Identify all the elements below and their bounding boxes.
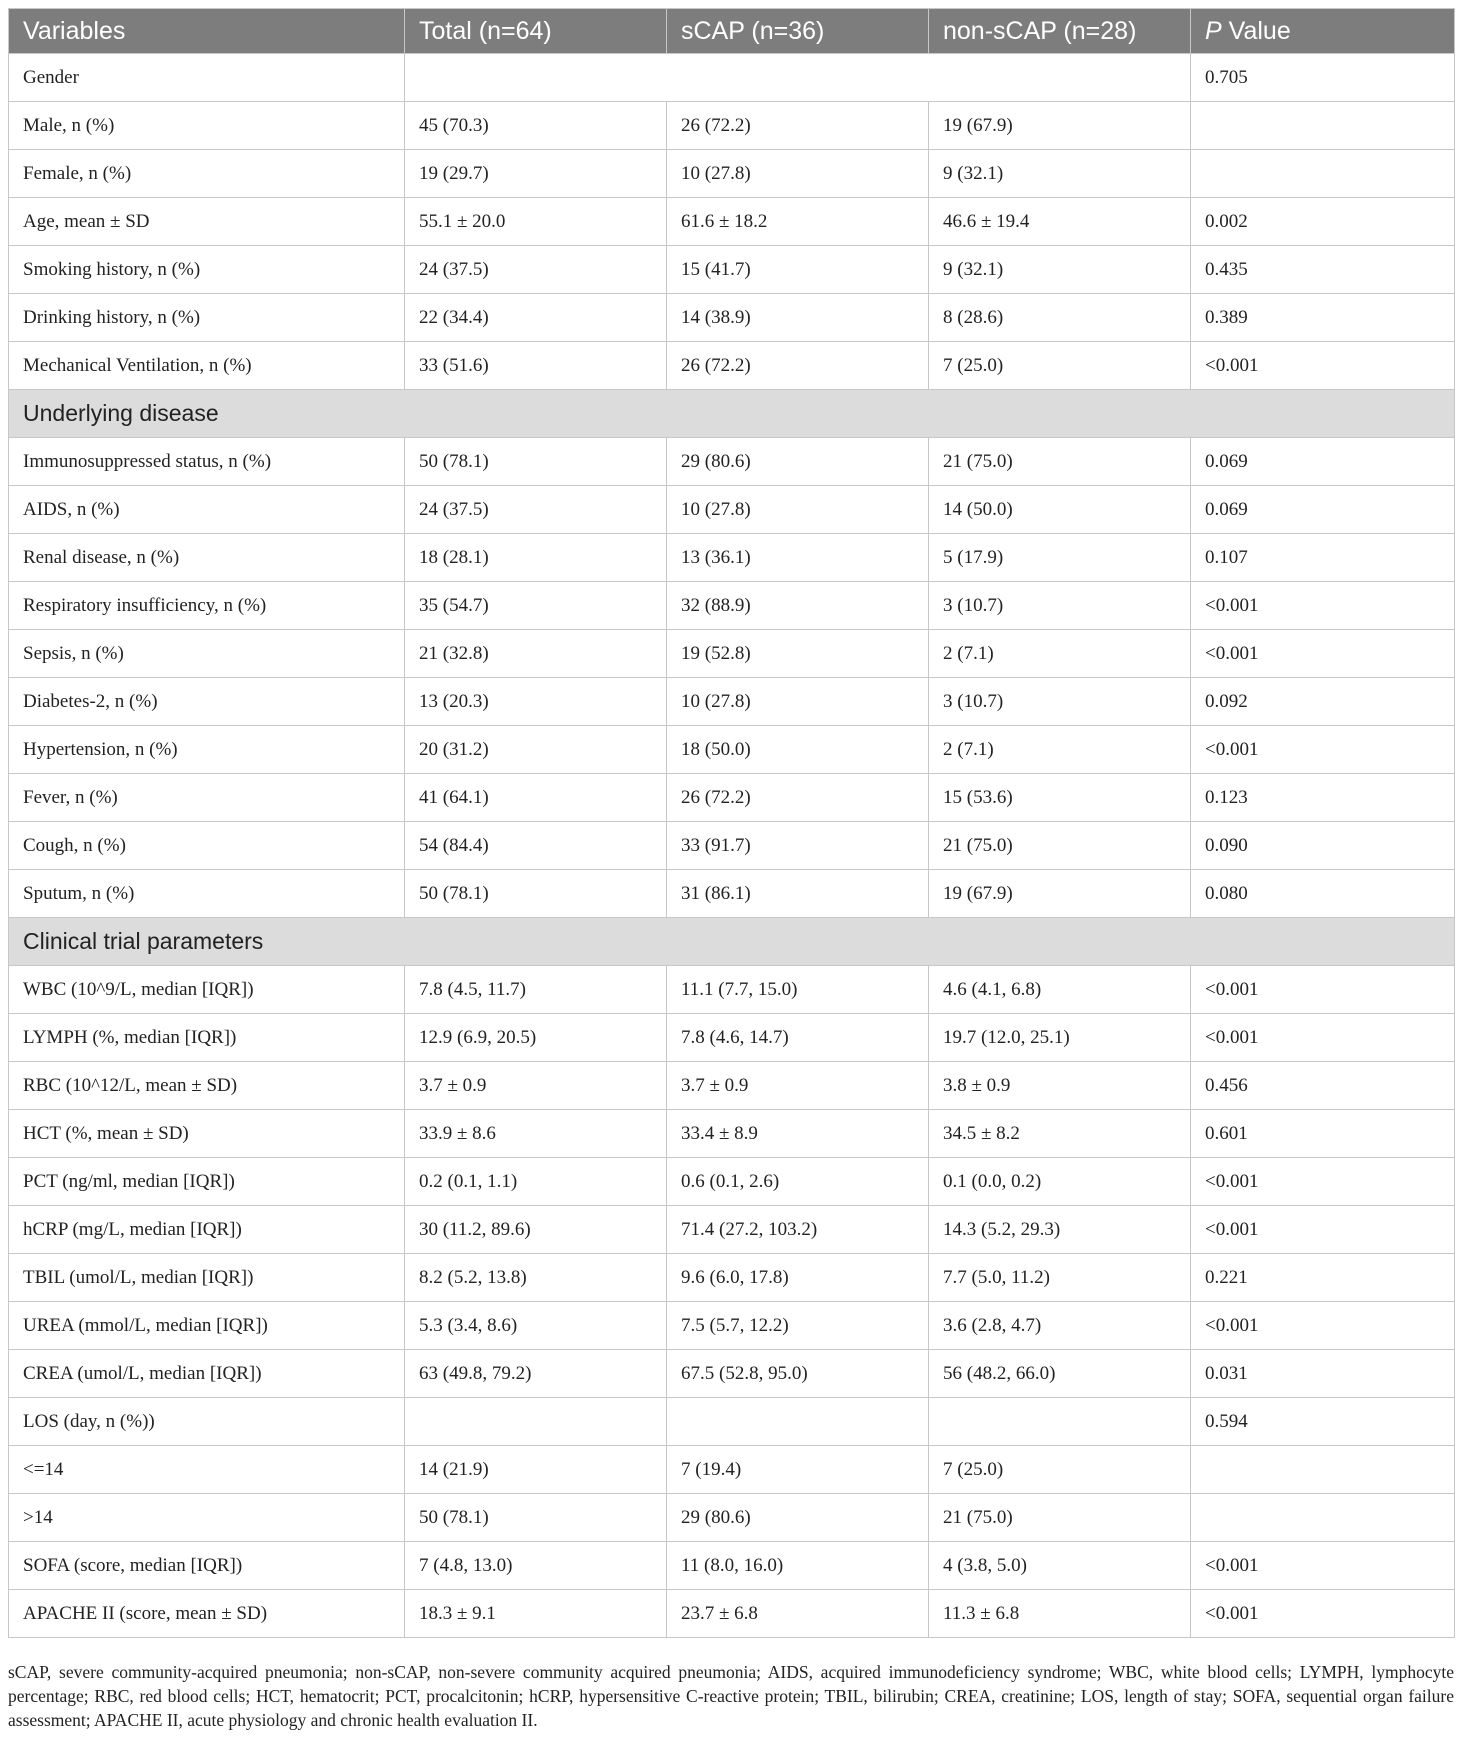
p-value-cell: <0.001 [1191,1590,1455,1638]
non-scap-cell: 34.5 ± 8.2 [929,1110,1191,1158]
scap-cell: 31 (86.1) [667,870,929,918]
p-value-cell: 0.069 [1191,486,1455,534]
p-value-cell: 0.107 [1191,534,1455,582]
section-header-row [9,390,1455,438]
non-scap-cell: 9 (32.1) [929,150,1191,198]
variable-cell: SOFA (score, median [IQR]) [9,1542,405,1590]
total-cell: 33.9 ± 8.6 [405,1110,667,1158]
variable-cell: hCRP (mg/L, median [IQR]) [9,1206,405,1254]
non-scap-cell: 19.7 (12.0, 25.1) [929,1014,1191,1062]
non-scap-cell: 15 (53.6) [929,774,1191,822]
table-row [9,1062,1455,1110]
p-value-cell: 0.456 [1191,1062,1455,1110]
non-scap-cell: 2 (7.1) [929,726,1191,774]
non-scap-cell: 19 (67.9) [929,102,1191,150]
table-row [9,438,1455,486]
total-cell: 33 (51.6) [405,342,667,390]
scap-cell: 15 (41.7) [667,246,929,294]
variable-cell: Male, n (%) [9,102,405,150]
section-header-row [9,918,1455,966]
total-cell: 5.3 (3.4, 8.6) [405,1302,667,1350]
non-scap-cell: 8 (28.6) [929,294,1191,342]
header-p-letter: P [1205,16,1222,45]
p-value-cell: 0.031 [1191,1350,1455,1398]
scap-cell: 9.6 (6.0, 17.8) [667,1254,929,1302]
total-cell: 30 (11.2, 89.6) [405,1206,667,1254]
p-value-cell: <0.001 [1191,1158,1455,1206]
header-scap: sCAP (n=36) [667,9,929,54]
scap-cell: 10 (27.8) [667,486,929,534]
table-body [9,54,1455,1638]
p-value-cell: <0.001 [1191,726,1455,774]
scap-cell: 26 (72.2) [667,342,929,390]
variable-cell: Immunosuppressed status, n (%) [9,438,405,486]
p-value-cell: <0.001 [1191,1542,1455,1590]
variable-cell: Age, mean ± SD [9,198,405,246]
variable-cell: Fever, n (%) [9,774,405,822]
p-value-cell [1191,1494,1455,1542]
scap-cell: 7.5 (5.7, 12.2) [667,1302,929,1350]
scap-cell: 71.4 (27.2, 103.2) [667,1206,929,1254]
p-value-cell: 0.435 [1191,246,1455,294]
total-cell: 63 (49.8, 79.2) [405,1350,667,1398]
total-cell: 14 (21.9) [405,1446,667,1494]
p-value-cell: <0.001 [1191,1014,1455,1062]
table-row [9,294,1455,342]
table-row [9,630,1455,678]
scap-cell: 23.7 ± 6.8 [667,1590,929,1638]
total-cell: 7.8 (4.5, 11.7) [405,966,667,1014]
scap-cell: 29 (80.6) [667,438,929,486]
variable-cell: WBC (10^9/L, median [IQR]) [9,966,405,1014]
total-cell: 13 (20.3) [405,678,667,726]
scap-cell: 14 (38.9) [667,294,929,342]
total-cell: 35 (54.7) [405,582,667,630]
scap-cell: 32 (88.9) [667,582,929,630]
p-value-cell: 0.705 [1191,54,1455,102]
table-row [9,1110,1455,1158]
variable-cell: Cough, n (%) [9,822,405,870]
variable-cell: AIDS, n (%) [9,486,405,534]
p-value-cell: 0.069 [1191,438,1455,486]
section-header: Underlying disease [9,390,1455,438]
variable-cell: Female, n (%) [9,150,405,198]
non-scap-cell: 2 (7.1) [929,630,1191,678]
variable-cell: <=14 [9,1446,405,1494]
table-row [9,1302,1455,1350]
header-non-scap: non-sCAP (n=28) [929,9,1191,54]
scap-cell: 11 (8.0, 16.0) [667,1542,929,1590]
variable-cell: Gender [9,54,405,102]
header-row [9,9,1455,54]
scap-cell: 11.1 (7.7, 15.0) [667,966,929,1014]
total-cell: 20 (31.2) [405,726,667,774]
table-row [9,342,1455,390]
variable-cell: >14 [9,1494,405,1542]
non-scap-cell: 3.6 (2.8, 4.7) [929,1302,1191,1350]
variable-cell: Diabetes-2, n (%) [9,678,405,726]
non-scap-cell: 7 (25.0) [929,342,1191,390]
total-cell: 8.2 (5.2, 13.8) [405,1254,667,1302]
table-row [9,534,1455,582]
header-total: Total (n=64) [405,9,667,54]
non-scap-cell: 9 (32.1) [929,246,1191,294]
total-cell: 18.3 ± 9.1 [405,1590,667,1638]
variable-cell: Renal disease, n (%) [9,534,405,582]
scap-cell: 10 (27.8) [667,678,929,726]
section-header: Clinical trial parameters [9,918,1455,966]
scap-cell: 61.6 ± 18.2 [667,198,929,246]
non-scap-cell: 14 (50.0) [929,486,1191,534]
total-cell: 50 (78.1) [405,870,667,918]
non-scap-cell: 3.8 ± 0.9 [929,1062,1191,1110]
table-row [9,102,1455,150]
non-scap-cell: 46.6 ± 19.4 [929,198,1191,246]
p-value-cell: 0.594 [1191,1398,1455,1446]
p-value-cell: 0.389 [1191,294,1455,342]
total-cell: 19 (29.7) [405,150,667,198]
non-scap-cell: 3 (10.7) [929,678,1191,726]
p-value-cell: <0.001 [1191,966,1455,1014]
variable-cell: PCT (ng/ml, median [IQR]) [9,1158,405,1206]
total-cell: 50 (78.1) [405,1494,667,1542]
variable-cell: LOS (day, n (%)) [9,1398,405,1446]
header-p-value [1191,9,1455,54]
non-scap-cell: 4.6 (4.1, 6.8) [929,966,1191,1014]
p-value-cell [1191,150,1455,198]
variable-cell: CREA (umol/L, median [IQR]) [9,1350,405,1398]
non-scap-cell [929,1398,1191,1446]
p-value-cell: <0.001 [1191,630,1455,678]
table-row [9,966,1455,1014]
table-row [9,1494,1455,1542]
table-row [9,1206,1455,1254]
non-scap-cell: 14.3 (5.2, 29.3) [929,1206,1191,1254]
non-scap-cell: 21 (75.0) [929,1494,1191,1542]
scap-cell: 67.5 (52.8, 95.0) [667,1350,929,1398]
total-cell: 24 (37.5) [405,246,667,294]
variable-cell: Sepsis, n (%) [9,630,405,678]
scap-cell: 3.7 ± 0.9 [667,1062,929,1110]
header-p-rest: Value [1221,16,1291,45]
total-cell: 18 (28.1) [405,534,667,582]
total-cell: 12.9 (6.9, 20.5) [405,1014,667,1062]
table-row [9,678,1455,726]
p-value-cell: <0.001 [1191,1206,1455,1254]
p-value-cell: 0.090 [1191,822,1455,870]
non-scap-cell: 5 (17.9) [929,534,1191,582]
total-cell: 22 (34.4) [405,294,667,342]
scap-cell: 7.8 (4.6, 14.7) [667,1014,929,1062]
table-row [9,582,1455,630]
table-row [9,150,1455,198]
p-value-cell: <0.001 [1191,1302,1455,1350]
non-scap-cell: 0.1 (0.0, 0.2) [929,1158,1191,1206]
total-cell: 0.2 (0.1, 1.1) [405,1158,667,1206]
scap-cell [667,1398,929,1446]
p-value-cell: 0.092 [1191,678,1455,726]
scap-cell: 33.4 ± 8.9 [667,1110,929,1158]
variable-cell: Sputum, n (%) [9,870,405,918]
variable-cell: Mechanical Ventilation, n (%) [9,342,405,390]
total-cell: 54 (84.4) [405,822,667,870]
non-scap-cell: 21 (75.0) [929,822,1191,870]
scap-cell: 18 (50.0) [667,726,929,774]
variable-cell: TBIL (umol/L, median [IQR]) [9,1254,405,1302]
total-cell: 21 (32.8) [405,630,667,678]
p-value-cell: 0.123 [1191,774,1455,822]
scap-cell: 26 (72.2) [667,774,929,822]
table-row [9,54,1455,102]
variable-cell: HCT (%, mean ± SD) [9,1110,405,1158]
scap-cell: 29 (80.6) [667,1494,929,1542]
scap-cell: 26 (72.2) [667,102,929,150]
table-row [9,726,1455,774]
variable-cell: Drinking history, n (%) [9,294,405,342]
total-cell: 7 (4.8, 13.0) [405,1542,667,1590]
p-value-cell: 0.601 [1191,1110,1455,1158]
scap-cell: 13 (36.1) [667,534,929,582]
total-cell: 55.1 ± 20.0 [405,198,667,246]
table-row [9,246,1455,294]
header-variables: Variables [9,9,405,54]
table-footnote: sCAP, severe community-acquired pneumonia; non-sCAP, non-severe community acquired pneumonia; AIDS, acquired immunodeficiency syndrome; WBC, white blood cells; LYMPH, lymphocyte percentage; RBC, red blood cells; HCT, hematocrit; PCT, procalcitonin; hCRP, hypersensitive C-reactive protein; TBIL, bilirubin; CREA, creatinine; LOS, length of stay; SOFA, sequential organ failure assessment; APACHE II, acute physiology and chronic health evaluation II. [8,1662,1454,1730]
table-row [9,1398,1455,1446]
table-row [9,1542,1455,1590]
variable-cell: Hypertension, n (%) [9,726,405,774]
p-value-cell [1191,1446,1455,1494]
table-row [9,870,1455,918]
table-row [9,1590,1455,1638]
total-cell: 24 (37.5) [405,486,667,534]
p-value-cell [1191,102,1455,150]
scap-cell: 10 (27.8) [667,150,929,198]
non-scap-cell: 3 (10.7) [929,582,1191,630]
non-scap-cell: 19 (67.9) [929,870,1191,918]
scap-cell: 33 (91.7) [667,822,929,870]
table-row [9,1014,1455,1062]
table-container [8,8,1454,1638]
variable-cell: Smoking history, n (%) [9,246,405,294]
variable-cell: UREA (mmol/L, median [IQR]) [9,1302,405,1350]
total-cell: 3.7 ± 0.9 [405,1062,667,1110]
table-row [9,1446,1455,1494]
non-scap-cell: 11.3 ± 6.8 [929,1590,1191,1638]
table-row [9,486,1455,534]
table-row [9,822,1455,870]
merged-empty-cell [405,54,1191,102]
non-scap-cell: 7.7 (5.0, 11.2) [929,1254,1191,1302]
table-row [9,774,1455,822]
total-cell [405,1398,667,1446]
variable-cell: APACHE II (score, mean ± SD) [9,1590,405,1638]
p-value-cell: 0.002 [1191,198,1455,246]
p-value-cell: 0.221 [1191,1254,1455,1302]
table-row [9,1254,1455,1302]
total-cell: 41 (64.1) [405,774,667,822]
non-scap-cell: 4 (3.8, 5.0) [929,1542,1191,1590]
variable-cell: Respiratory insufficiency, n (%) [9,582,405,630]
variable-cell: RBC (10^12/L, mean ± SD) [9,1062,405,1110]
p-value-cell: <0.001 [1191,582,1455,630]
characteristics-table [8,8,1455,1638]
scap-cell: 0.6 (0.1, 2.6) [667,1158,929,1206]
non-scap-cell: 7 (25.0) [929,1446,1191,1494]
scap-cell: 19 (52.8) [667,630,929,678]
table-row [9,1158,1455,1206]
scap-cell: 7 (19.4) [667,1446,929,1494]
table-row [9,198,1455,246]
total-cell: 45 (70.3) [405,102,667,150]
p-value-cell: 0.080 [1191,870,1455,918]
table-row [9,1350,1455,1398]
variable-cell: LYMPH (%, median [IQR]) [9,1014,405,1062]
non-scap-cell: 56 (48.2, 66.0) [929,1350,1191,1398]
total-cell: 50 (78.1) [405,438,667,486]
p-value-cell: <0.001 [1191,342,1455,390]
non-scap-cell: 21 (75.0) [929,438,1191,486]
